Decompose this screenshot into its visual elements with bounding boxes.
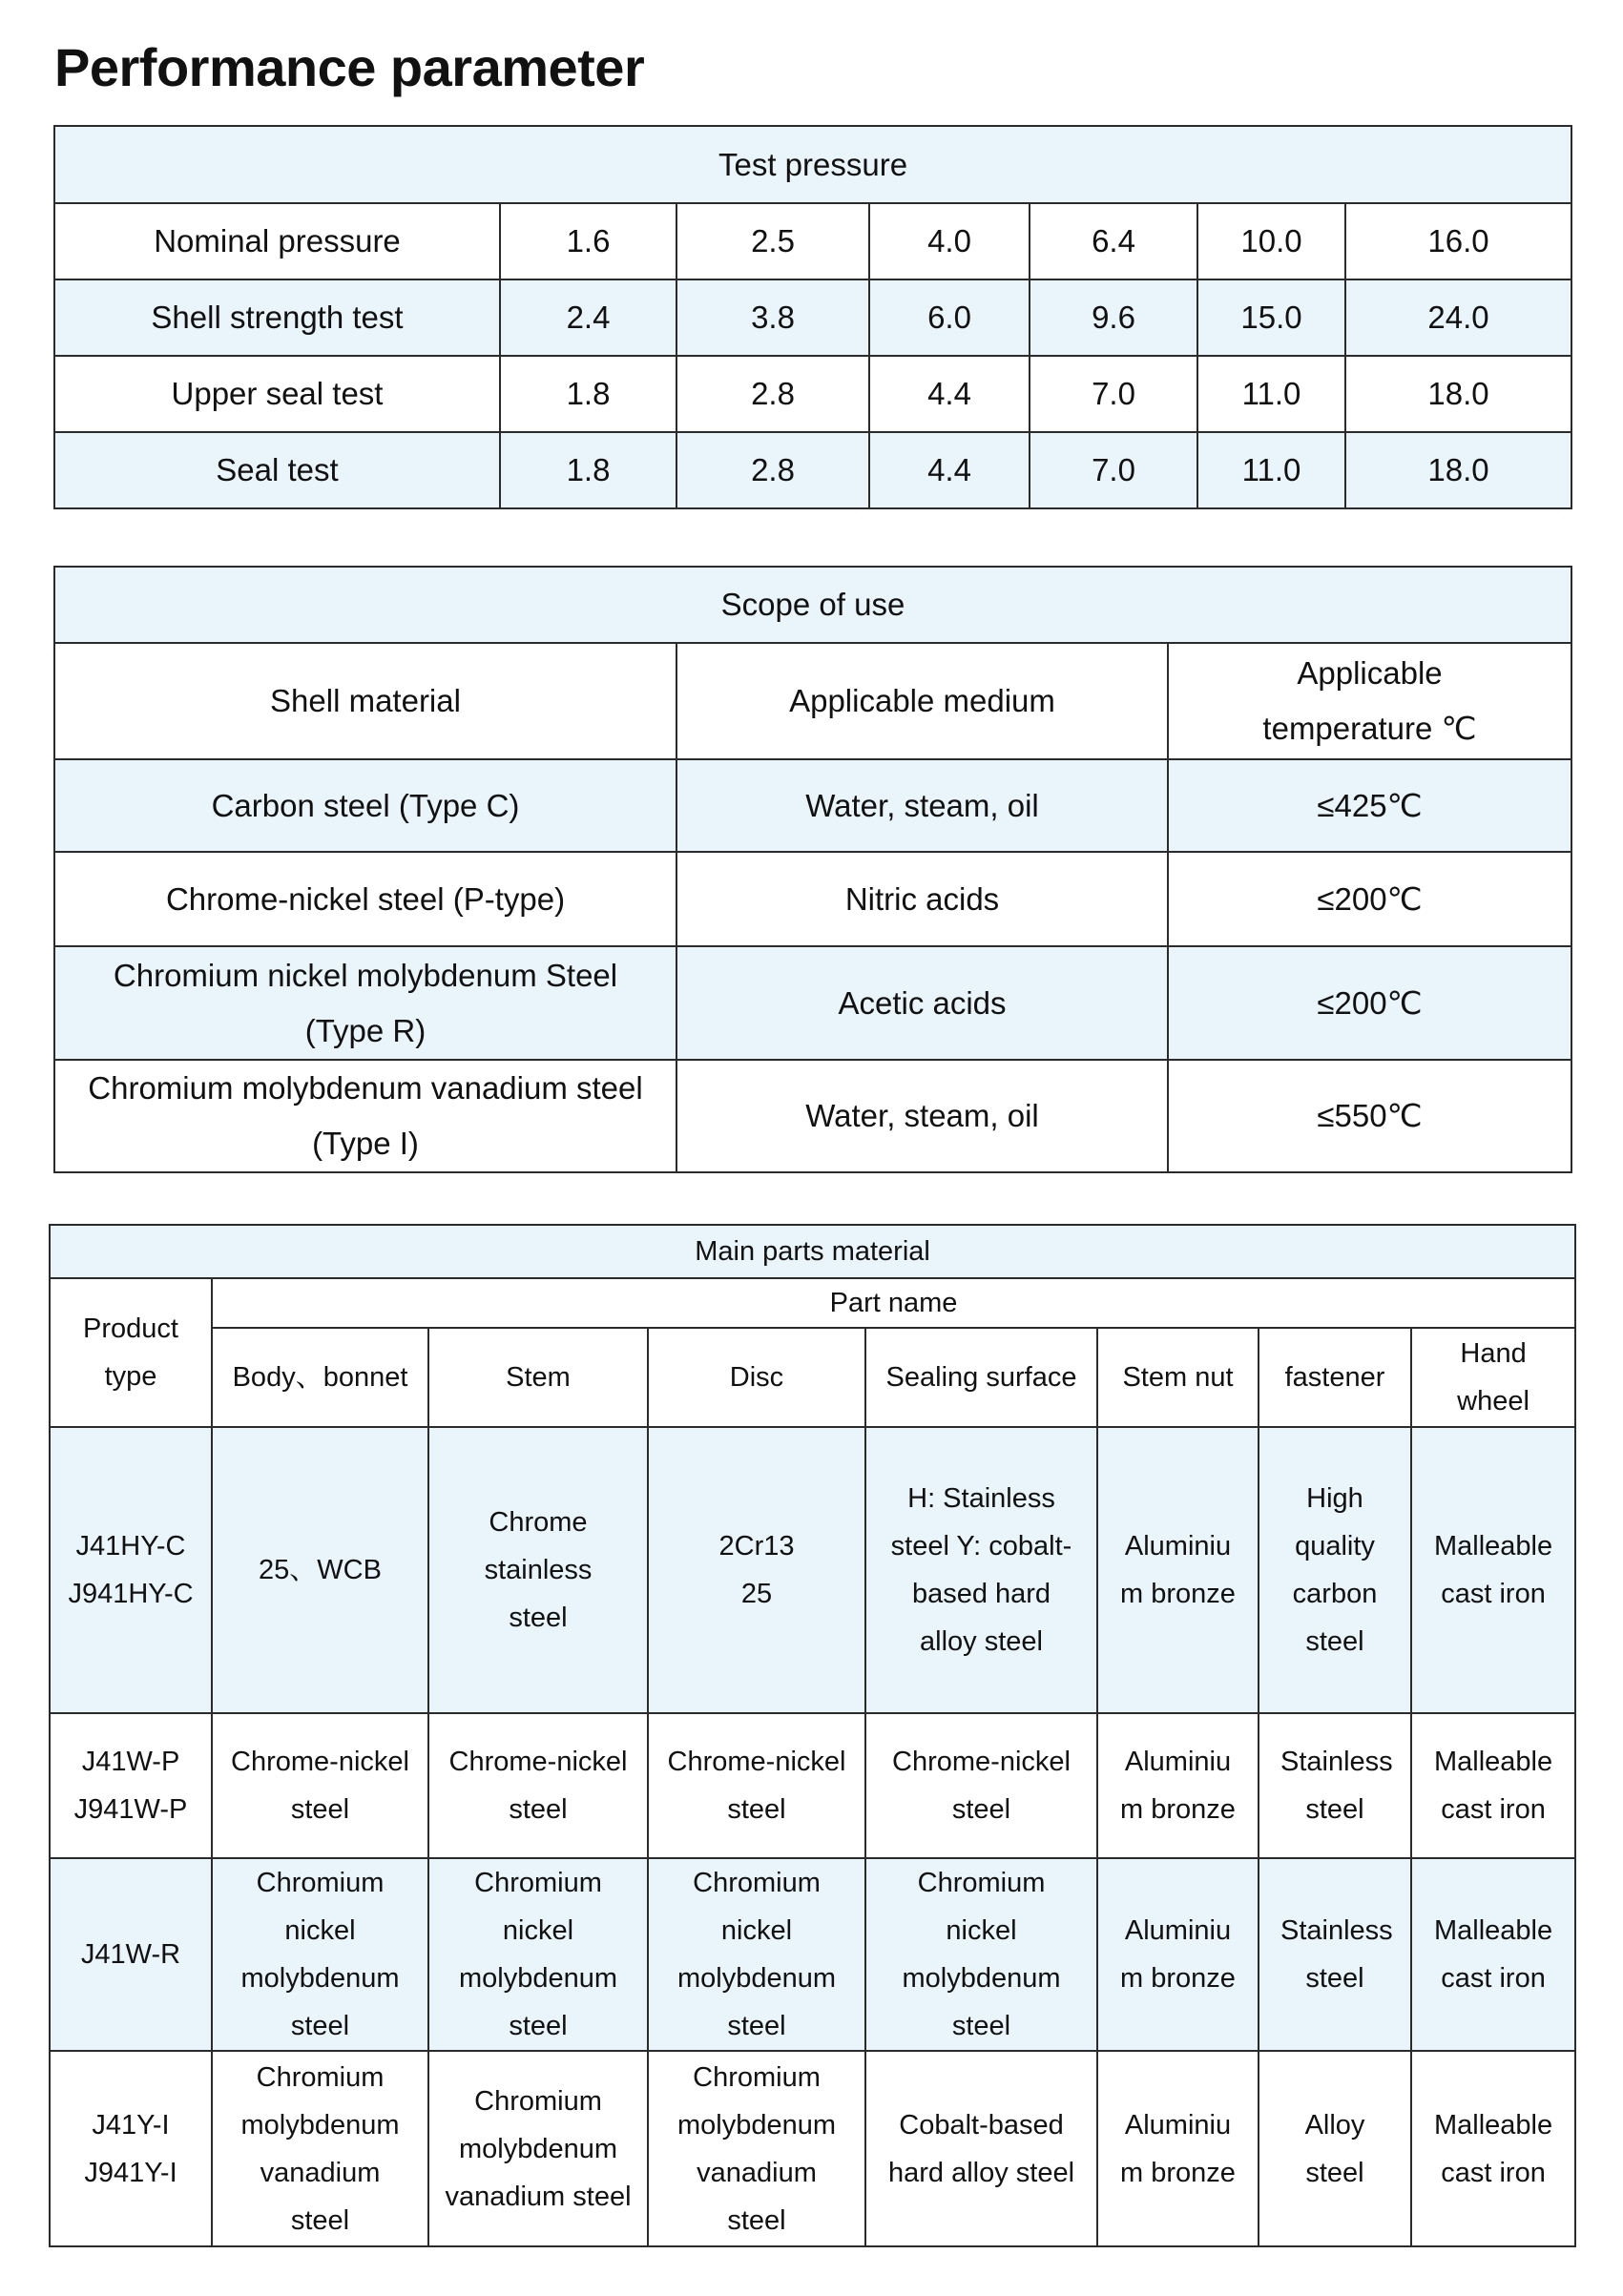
table-row [54, 203, 1571, 279]
table-cell: Malleable cast iron [1411, 1427, 1575, 1713]
product-type-cell: J41Y-I J941Y-I [50, 2051, 212, 2246]
part-name-header: Part name [212, 1278, 1575, 1328]
table-cell: 18.0 [1345, 356, 1571, 432]
table-cell: 16.0 [1345, 203, 1571, 279]
table-cell: ≤200℃ [1168, 946, 1571, 1060]
table-row [50, 1427, 1575, 1713]
table-cell: Chrome-nickel steel [865, 1713, 1097, 1858]
table-cell: 4.4 [869, 432, 1030, 508]
table-cell: ≤425℃ [1168, 759, 1571, 852]
table-header-row [54, 126, 1571, 203]
table-cell: 2Cr13 25 [648, 1427, 865, 1713]
table-cell: Aluminium bronze [1097, 2051, 1259, 2246]
table-cell: Chromium nickel molybdenum steel [212, 1858, 428, 2051]
table-cell: Carbon steel (Type C) [54, 759, 676, 852]
table-cell: 2.8 [676, 356, 869, 432]
table-cell: 25、WCB [212, 1427, 428, 1713]
table-cell: 3.8 [676, 279, 869, 356]
table-cell: 1.6 [500, 203, 676, 279]
product-type-cell: J41HY-C J941HY-C [50, 1427, 212, 1713]
table-cell: Chromium nickel molybdenum steel [648, 1858, 865, 2051]
table-cell: 1.8 [500, 356, 676, 432]
column-header: fastener [1259, 1328, 1411, 1427]
table-cell: 11.0 [1197, 356, 1345, 432]
table-cell: Chromium nickel molybdenum Steel (Type R) [54, 946, 676, 1060]
table-row [54, 432, 1571, 508]
table-cell: 9.6 [1030, 279, 1197, 356]
main-parts-table [49, 1224, 1576, 2247]
table-cell: Chromium molybdenum vanadium steel [212, 2051, 428, 2246]
column-header: Body、bonnet [212, 1328, 428, 1427]
table-row [54, 759, 1571, 852]
table-cell: 4.0 [869, 203, 1030, 279]
table-cell: Aluminium bronze [1097, 1858, 1259, 2051]
row-label: Upper seal test [54, 356, 500, 432]
table-column-header-row [50, 1328, 1575, 1427]
table-cell: 2.5 [676, 203, 869, 279]
column-header: Sealing surface [865, 1328, 1097, 1427]
table-cell: Chromium molybdenum vanadium steel [648, 2051, 865, 2246]
product-type-header: Product type [50, 1278, 212, 1427]
column-header: Shell material [54, 643, 676, 759]
table-column-header-row [54, 643, 1571, 759]
column-header: Hand wheel [1411, 1328, 1575, 1427]
row-label: Nominal pressure [54, 203, 500, 279]
table-cell: H: Stainless steel Y: cobalt-based hard alloy steel [865, 1427, 1097, 1713]
table-cell: High quality carbon steel [1259, 1427, 1411, 1713]
table-header-row [50, 1225, 1575, 1278]
table-cell: 6.4 [1030, 203, 1197, 279]
table-cell: 18.0 [1345, 432, 1571, 508]
table-cell: Alloy steel [1259, 2051, 1411, 2246]
table-row [50, 1713, 1575, 1858]
table-cell: 11.0 [1197, 432, 1345, 508]
table-cell: Water, steam, oil [676, 759, 1168, 852]
table-cell: Chromium nickel molybdenum steel [428, 1858, 648, 2051]
table-cell: Malleable cast iron [1411, 1713, 1575, 1858]
row-label: Seal test [54, 432, 500, 508]
table-cell: 7.0 [1030, 356, 1197, 432]
table-cell: Chrome stainless steel [428, 1427, 648, 1713]
column-header: Applicable medium [676, 643, 1168, 759]
table-row [54, 356, 1571, 432]
table-cell: Acetic acids [676, 946, 1168, 1060]
table-cell: Stainless steel [1259, 1858, 1411, 2051]
table-cell: 15.0 [1197, 279, 1345, 356]
table-cell: 1.8 [500, 432, 676, 508]
table-cell: Aluminium bronze [1097, 1713, 1259, 1858]
row-label: Shell strength test [54, 279, 500, 356]
column-header: Stem [428, 1328, 648, 1427]
table-cell: 2.4 [500, 279, 676, 356]
table-cell: 10.0 [1197, 203, 1345, 279]
table-cell: Chromium molybdenum vanadium steel [428, 2051, 648, 2246]
table-cell: Cobalt-based hard alloy steel [865, 2051, 1097, 2246]
table-cell: 7.0 [1030, 432, 1197, 508]
product-type-cell: J41W-P J941W-P [50, 1713, 212, 1858]
scope-of-use-table [53, 566, 1572, 1173]
page-title: Performance parameter [54, 37, 645, 97]
table-cell: ≤550℃ [1168, 1060, 1571, 1172]
table-cell: Malleable cast iron [1411, 1858, 1575, 2051]
table-cell: 6.0 [869, 279, 1030, 356]
table-cell: Stainless steel [1259, 1713, 1411, 1858]
table-row [54, 946, 1571, 1060]
test-pressure-table [53, 125, 1572, 509]
table-header-row [54, 567, 1571, 643]
test-pressure-title: Test pressure [54, 126, 1571, 203]
table-row [50, 1858, 1575, 2051]
column-header: Disc [648, 1328, 865, 1427]
table-cell: 4.4 [869, 356, 1030, 432]
table-cell: ≤200℃ [1168, 852, 1571, 946]
column-header: Applicable temperature ℃ [1168, 643, 1571, 759]
table-row [50, 2051, 1575, 2246]
table-row [54, 852, 1571, 946]
table-cell: 2.8 [676, 432, 869, 508]
column-header: Stem nut [1097, 1328, 1259, 1427]
table-header-row [50, 1278, 1575, 1328]
main-parts-title: Main parts material [50, 1225, 1575, 1278]
table-cell: Malleable cast iron [1411, 2051, 1575, 2246]
table-cell: Chrome-nickel steel (P-type) [54, 852, 676, 946]
table-cell: Chrome-nickel steel [428, 1713, 648, 1858]
table-cell: Nitric acids [676, 852, 1168, 946]
table-cell: Chrome-nickel steel [212, 1713, 428, 1858]
table-cell: Chrome-nickel steel [648, 1713, 865, 1858]
product-type-cell: J41W-R [50, 1858, 212, 2051]
table-row [54, 279, 1571, 356]
scope-of-use-title: Scope of use [54, 567, 1571, 643]
table-cell: Water, steam, oil [676, 1060, 1168, 1172]
table-row [54, 1060, 1571, 1172]
table-cell: Aluminium bronze [1097, 1427, 1259, 1713]
table-cell: Chromium molybdenum vanadium steel (Type I) [54, 1060, 676, 1172]
table-cell: Chromium nickel molybdenum steel [865, 1858, 1097, 2051]
table-cell: 24.0 [1345, 279, 1571, 356]
